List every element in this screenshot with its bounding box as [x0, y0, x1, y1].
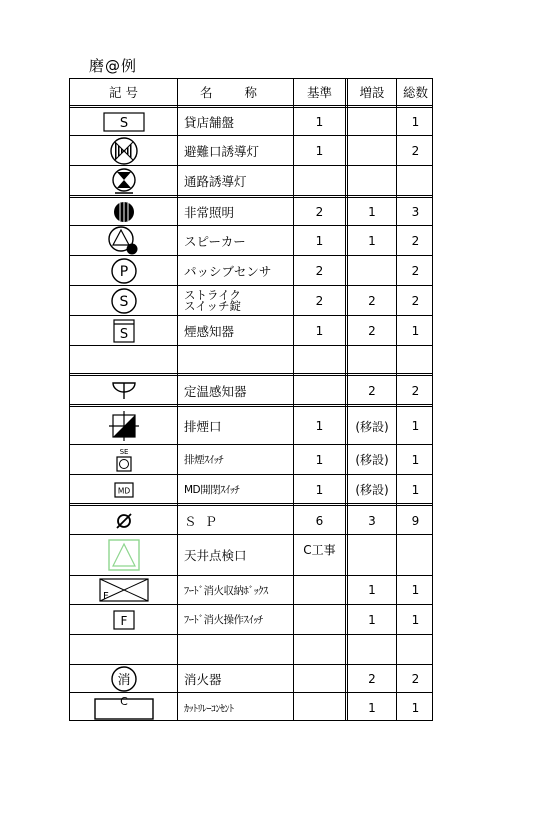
- row-kijun: 6: [315, 514, 324, 528]
- row-name: ＳＰ: [184, 514, 226, 529]
- row-zousetsu: 1: [368, 700, 376, 715]
- row-name: 天井点検口: [184, 548, 247, 563]
- row-kijun: [294, 665, 345, 693]
- hood-extinguisher-switch-icon: [70, 605, 177, 634]
- row-name-line1: ストライク: [184, 287, 241, 302]
- row-sousuu: 1: [411, 323, 420, 338]
- row-sousuu: 1: [411, 115, 420, 129]
- row-zousetsu: [348, 256, 396, 285]
- panel-s-icon: [70, 108, 177, 136]
- svg-text:S: S: [119, 116, 128, 131]
- row-sousuu: 1: [411, 612, 420, 627]
- row-sousuu: 9: [411, 514, 420, 528]
- row-zousetsu: 2: [368, 293, 376, 308]
- row-kijun: 1: [315, 143, 324, 158]
- row-name: ﾌｰﾄﾞ消火収納ﾎﾞｯｸｽ: [184, 584, 268, 597]
- header-kijun: 基準: [306, 85, 332, 100]
- row-zousetsu: 1: [368, 233, 376, 248]
- smoke-exhaust-switch-icon: [70, 445, 177, 474]
- row-sousuu: 1: [411, 583, 420, 597]
- strike-switch-lock-icon: [70, 286, 177, 315]
- row-zousetsu: 2: [368, 672, 376, 686]
- row-sousuu: 2: [411, 384, 420, 398]
- heat-detector-icon: [70, 376, 177, 406]
- row-zousetsu: 1: [368, 205, 376, 219]
- svg-text:F: F: [102, 591, 109, 602]
- row-zousetsu: 2: [368, 323, 376, 338]
- row-zousetsu: 1: [368, 612, 376, 627]
- sprinkler-icon: [70, 506, 177, 536]
- row-name: 貸店舗盤: [184, 115, 235, 130]
- table-row: [70, 604, 432, 634]
- svg-text:P: P: [119, 263, 128, 280]
- speaker-icon: [70, 226, 177, 255]
- row-name-line2: スイッチ錠: [184, 298, 242, 313]
- row-kijun: [294, 576, 345, 604]
- cutout-outlet-icon: [70, 693, 177, 722]
- row-name: スピーカー: [184, 233, 246, 249]
- table-row: [70, 664, 432, 693]
- table-row: [70, 503, 432, 536]
- row-kijun: 1: [315, 419, 324, 433]
- table-row: [70, 692, 432, 722]
- row-name: ﾌｰﾄﾞ消火操作ｽｲｯﾁ: [184, 614, 263, 626]
- row-sousuu: 2: [411, 672, 420, 686]
- row-name: 通路誘導灯: [184, 173, 247, 189]
- smoke-detector-icon: [70, 316, 177, 345]
- row-name: 排煙口: [184, 419, 222, 434]
- emergency-light-icon: [70, 198, 177, 226]
- passage-guide-light-icon: [70, 166, 177, 195]
- row-sousuu: 1: [411, 419, 420, 433]
- row-kijun: 2: [315, 263, 324, 278]
- row-kijun: [294, 693, 345, 722]
- table-row: [70, 195, 432, 226]
- extinguisher-icon: [70, 665, 177, 693]
- row-zousetsu: 3: [368, 514, 376, 528]
- svg-text:F: F: [120, 613, 127, 628]
- row-zousetsu: [348, 108, 396, 136]
- row-name: 煙感知器: [184, 323, 235, 339]
- row-sousuu: 1: [411, 700, 420, 715]
- row-zousetsu: (移設): [355, 453, 389, 467]
- row-zousetsu: (移設): [355, 483, 389, 497]
- svg-text:S: S: [119, 326, 128, 342]
- table-row: [70, 255, 432, 285]
- svg-text:MD: MD: [117, 486, 130, 495]
- row-kijun: C工事: [303, 543, 336, 557]
- row-sousuu: [397, 535, 434, 575]
- header-symbol: 記 号: [109, 85, 138, 100]
- row-kijun: 1: [315, 482, 324, 497]
- row-sousuu: 1: [411, 452, 420, 467]
- row-kijun: [294, 376, 345, 406]
- row-sousuu: 3: [411, 205, 420, 219]
- row-kijun: [294, 166, 345, 195]
- svg-text:C: C: [119, 694, 128, 708]
- hood-extinguisher-box-icon: [70, 576, 177, 604]
- row-name: ｶｯﾄﾘﾚｰｺﾝｾﾝﾄ: [184, 704, 234, 715]
- header-sousuu: 総数: [402, 85, 428, 100]
- passive-sensor-icon: [70, 256, 177, 285]
- row-zousetsu: [348, 166, 396, 195]
- table-row: [70, 534, 432, 575]
- table-row: [70, 135, 432, 165]
- row-name: [178, 286, 299, 315]
- exit-guide-light-icon: [70, 136, 177, 165]
- table-row: [70, 404, 432, 445]
- table-row: [70, 373, 432, 406]
- row-kijun: 2: [315, 205, 324, 219]
- row-kijun: 1: [315, 323, 324, 338]
- row-zousetsu: (移設): [355, 419, 389, 434]
- table-row: [70, 315, 432, 345]
- row-sousuu: 2: [411, 143, 420, 158]
- row-name: 避難口誘導灯: [184, 143, 260, 159]
- row-name: MD開閉ｽｲｯﾁ: [184, 484, 240, 496]
- ceiling-hatch-icon: [70, 535, 177, 575]
- table-row: [70, 105, 432, 136]
- row-name: 消火器: [184, 672, 222, 687]
- md-switch-icon: [70, 475, 177, 504]
- table-header: [70, 79, 432, 105]
- row-kijun: 1: [315, 452, 324, 467]
- header-name: 名 称: [200, 85, 271, 100]
- legend-table: [69, 78, 433, 721]
- page-title: 磨@例: [89, 57, 138, 75]
- row-name: 排煙ｽｲｯﾁ: [184, 454, 223, 466]
- header-zousetsu: 増設: [359, 85, 385, 100]
- row-sousuu: 1: [411, 482, 420, 497]
- row-kijun: [294, 605, 345, 634]
- svg-text:消: 消: [116, 673, 131, 688]
- table-row: [70, 165, 432, 195]
- row-name: パッシブセンサ: [184, 263, 272, 279]
- table-row: [70, 225, 432, 255]
- row-sousuu: 2: [411, 233, 420, 248]
- row-kijun: 2: [315, 293, 324, 308]
- row-kijun: 1: [315, 233, 324, 248]
- row-name: 非常照明: [184, 205, 235, 220]
- svg-text:S: S: [119, 293, 128, 310]
- row-name: 定温感知器: [184, 384, 247, 399]
- row-zousetsu: [348, 535, 396, 575]
- row-sousuu: 2: [411, 293, 420, 308]
- row-sousuu: [397, 166, 434, 195]
- smoke-vent-icon: [70, 407, 177, 445]
- table-row: [70, 444, 432, 474]
- row-zousetsu: 2: [368, 384, 376, 398]
- table-row: [70, 575, 432, 604]
- table-row: [70, 474, 432, 504]
- table-row: [70, 345, 432, 374]
- row-zousetsu: 1: [368, 583, 376, 597]
- svg-text:SE: SE: [119, 447, 128, 456]
- table-row: [70, 285, 432, 315]
- row-kijun: 1: [315, 115, 324, 129]
- row-sousuu: 2: [411, 263, 420, 278]
- row-zousetsu: [348, 136, 396, 165]
- table-row: [70, 634, 432, 664]
